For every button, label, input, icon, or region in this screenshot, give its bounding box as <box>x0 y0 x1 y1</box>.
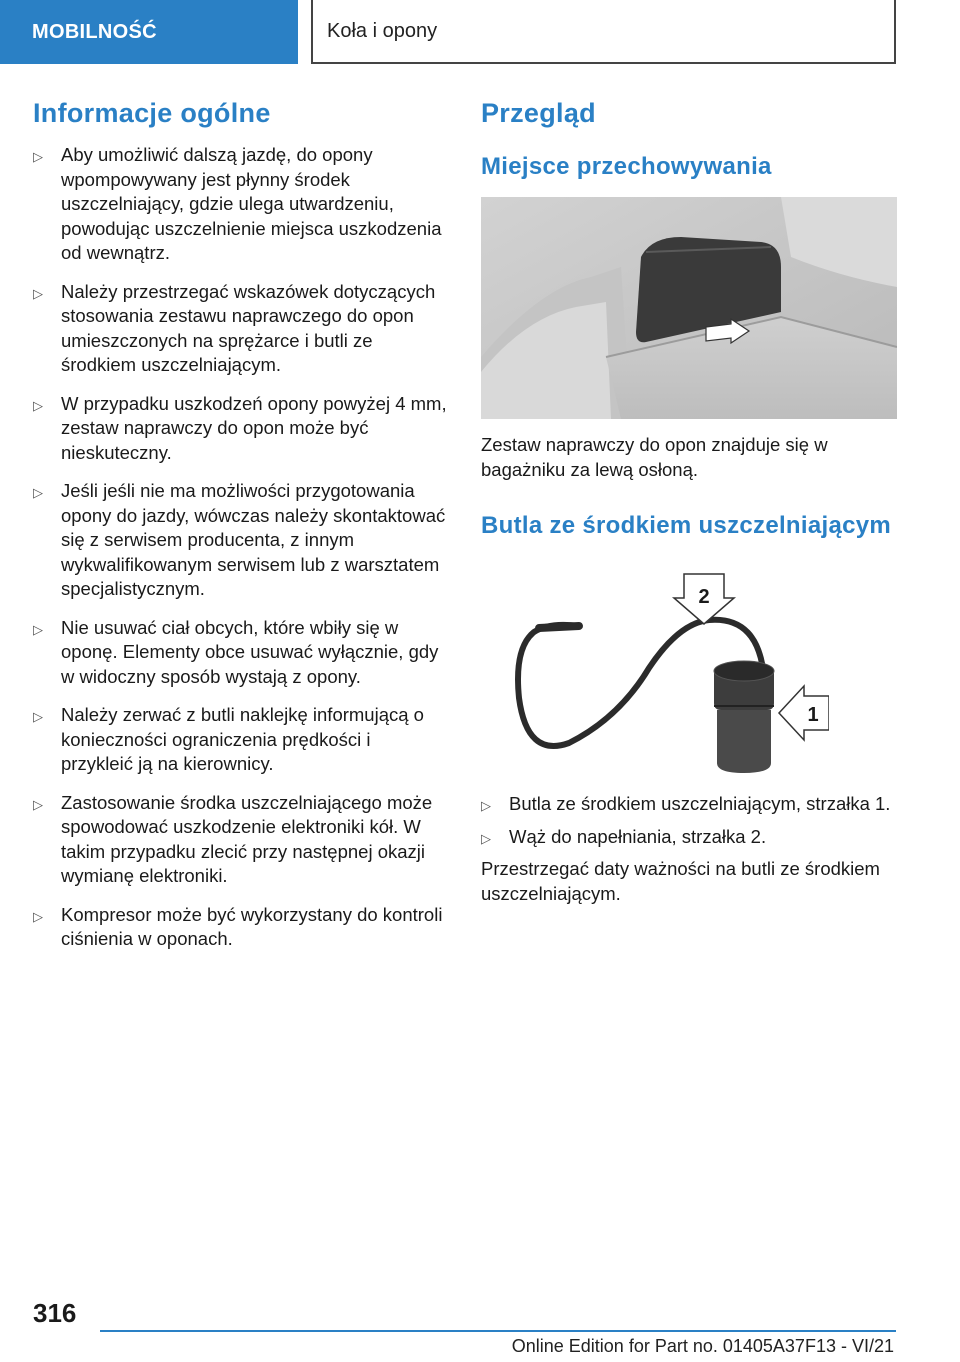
list-item <box>33 703 447 777</box>
list-item-text: Jeśli jeśli nie ma możliwości przygotowania opony do jazdy, wówczas należy skontaktować się z serwisem producenta, z innym wykwalifikowanym serwisem lub z warsztatem specjalistycznym. <box>61 480 446 599</box>
trunk-storage-photo <box>481 197 897 419</box>
page-number: 316 <box>33 1298 77 1328</box>
overview-heading: Przegląd <box>481 98 596 128</box>
left-column <box>33 98 447 966</box>
bullet-triangle-icon: ▷ <box>33 621 43 637</box>
list-item-text: Nie usuwać ciał obcych, które wbiły się w oponę. Elementy obce usuwać wyłącznie, gdy w widoczny sposób wystają z opony. <box>61 616 439 687</box>
list-item-text: Butla ze środkiem uszczelniającym, strzałka 1. <box>509 793 891 814</box>
bottle-heading: Butla ze środkiem uszczelniającym <box>481 512 892 539</box>
list-item-text: Aby umożliwić dalszą jazdę, do opony wpompowywany jest płynny środek uszczelniający, gdzie ulega utwardzeniu, powodując uszczelnienie miejsca uszkodzenia od wewnątrz. <box>61 144 442 263</box>
expiry-note: Przestrzegać daty ważności na butli ze środkiem uszczelniającym. <box>481 858 880 904</box>
list-item-text: Kompresor może być wykorzystany do kontroli ciśnienia w oponach. <box>61 903 443 949</box>
list-item-text: Należy przestrzegać wskazówek dotyczących stosowania zestawu naprawczego do opon umieszczonych na sprężarce i butli ze środkiem uszczelniającym. <box>61 280 436 375</box>
arrow-2-label: 2 <box>698 586 710 608</box>
list-item <box>33 791 447 889</box>
list-item <box>33 616 447 690</box>
list-item <box>33 143 447 266</box>
edition-text: Online Edition for Part no. 01405A37F13 - VI/21 <box>511 1336 894 1356</box>
arrow-2-icon <box>674 574 734 624</box>
arrow-1-label: 1 <box>807 704 819 726</box>
bullet-triangle-icon: ▷ <box>33 485 43 500</box>
storage-caption: Zestaw naprawczy do opon znajduje się w bagażniku za lewą osłoną. <box>481 434 828 480</box>
footer-divider <box>100 1330 896 1332</box>
bottle-list <box>481 792 897 849</box>
list-item <box>33 479 447 602</box>
bullet-triangle-icon: ▷ <box>33 285 43 301</box>
bullet-triangle-icon: ▷ <box>33 908 43 924</box>
list-item <box>33 392 447 466</box>
list-item <box>33 903 447 952</box>
storage-location-heading: Miejsce przechowywania <box>481 153 772 180</box>
sealant-bottle-diagram <box>509 568 829 776</box>
bullet-triangle-icon: ▷ <box>33 397 43 413</box>
list-item-text: Wąż do napełniania, strzałka 2. <box>509 825 767 847</box>
section-title: Koła i opony <box>327 19 438 42</box>
arrow-1-icon <box>779 686 829 740</box>
section-header <box>311 0 896 64</box>
list-item <box>481 825 897 850</box>
list-item <box>33 280 447 378</box>
general-info-heading: Informacje ogólne <box>33 98 271 128</box>
bullet-triangle-icon: ▷ <box>33 709 43 724</box>
bullet-triangle-icon: ▷ <box>33 796 43 812</box>
right-column <box>481 98 897 906</box>
bottle-icon <box>714 661 774 773</box>
list-item-text: W przypadku uszkodzeń opony powyżej 4 mm, zestaw naprawczy do opon może być nieskuteczny. <box>61 392 447 463</box>
bullet-triangle-icon: ▷ <box>481 830 491 846</box>
list-item-text: Należy zerwać z butli naklejkę informującą o konieczności ograniczenia prędkości i przykleić ją na kierownicy. <box>61 704 424 774</box>
chapter-tab <box>0 0 298 64</box>
bullet-triangle-icon: ▷ <box>33 149 43 164</box>
chapter-title: MOBILNOŚĆ <box>32 20 157 43</box>
list-item-text: Zastosowanie środka uszczelniającego może spowodować uszkodzenie elektroniki kół. W takim przypadku zlecić przy następnej okazji wymianę elektroniki. <box>61 791 433 886</box>
bullet-triangle-icon: ▷ <box>481 798 491 813</box>
list-item <box>481 792 897 817</box>
general-info-list <box>33 143 447 952</box>
